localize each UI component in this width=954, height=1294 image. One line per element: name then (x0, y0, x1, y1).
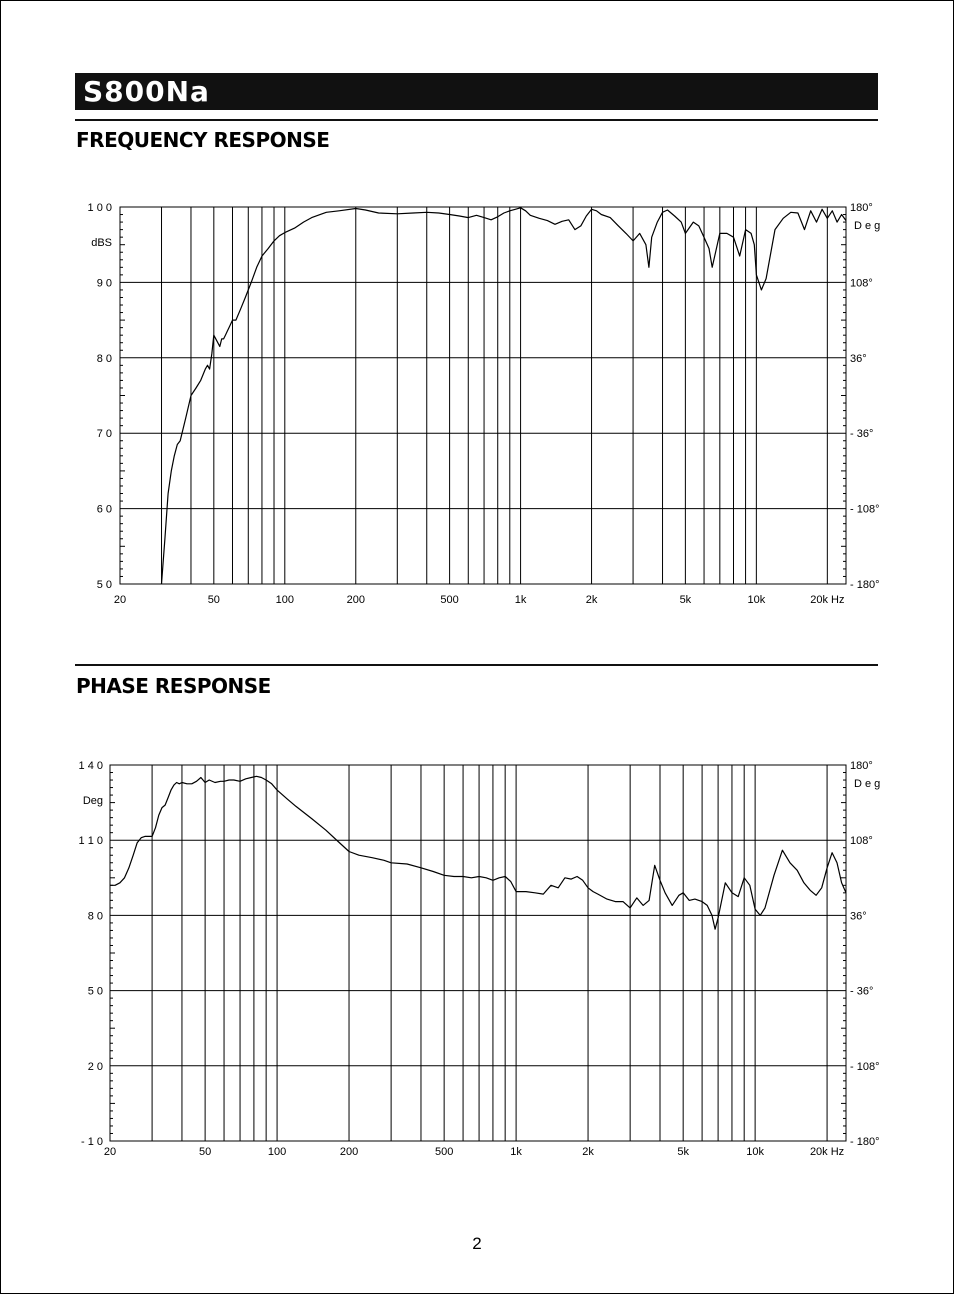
phase-response-curve (110, 776, 846, 929)
model-title: S800Na (83, 75, 210, 108)
right-tick-label: - 108° (850, 503, 880, 516)
right-axis-label: D e g (854, 778, 881, 790)
x-tick-label: 20k Hz (809, 1146, 845, 1158)
plot-border (110, 765, 846, 1141)
x-tick-label: 20 (113, 594, 127, 606)
page-number: 2 (472, 1234, 482, 1253)
x-tick-label: 20 (103, 1146, 117, 1158)
phase-response-chart (0, 748, 954, 1168)
x-tick-label: 20k Hz (810, 594, 845, 606)
y-tick-label: 6 0 (96, 503, 112, 516)
right-tick-label: - 36° (850, 985, 874, 998)
y-axis-label: dBS (91, 237, 112, 249)
y-tick-label: 1 4 0 (78, 760, 103, 772)
right-tick-label: - 108° (850, 1060, 880, 1073)
right-tick-label: 108° (850, 277, 873, 290)
x-tick-label: 500 (440, 594, 459, 606)
x-tick-label: 500 (434, 1146, 454, 1158)
plot-border (120, 207, 846, 584)
right-tick-label: 108° (850, 835, 873, 848)
y-tick-label: 7 0 (96, 428, 112, 441)
right-tick-label: 36° (850, 910, 867, 923)
frequency-response-curve (162, 208, 847, 584)
header-rule (75, 119, 878, 121)
phase-chart-group (79, 760, 881, 1158)
y-tick-label: 8 0 (96, 352, 112, 365)
y-tick-label: 2 0 (87, 1060, 103, 1073)
model-title-bar (75, 73, 878, 110)
x-tick-label: 5k (677, 1146, 689, 1158)
frequency-chart-group (88, 202, 881, 606)
y-tick-label: 9 0 (96, 277, 112, 290)
y-tick-label: 5 0 (96, 579, 112, 591)
x-tick-label: 50 (198, 1146, 212, 1158)
y-tick-label: 8 0 (87, 910, 103, 923)
x-tick-label: 100 (275, 594, 294, 606)
right-tick-label: 180° (850, 760, 873, 772)
phase-response-title: PHASE RESPONSE (76, 674, 271, 698)
x-tick-label: 50 (207, 594, 220, 606)
x-tick-label: 10k (746, 1146, 764, 1158)
x-tick-label: 2k (585, 594, 598, 606)
x-tick-label: 200 (346, 594, 365, 606)
y-tick-label: 5 0 (87, 985, 103, 998)
right-axis-label: D e g (854, 220, 881, 232)
frequency-response-chart (0, 190, 954, 620)
frequency-response-title: FREQUENCY RESPONSE (76, 128, 330, 152)
y-tick-label: 1 0 0 (87, 202, 112, 214)
x-tick-label: 2k (582, 1146, 594, 1158)
y-tick-label: - 1 0 (80, 1136, 103, 1148)
x-tick-label: 5k (679, 594, 692, 606)
section-rule (75, 664, 878, 666)
x-tick-label: 200 (339, 1146, 359, 1158)
x-tick-label: 1k (514, 594, 527, 606)
y-tick-label: 1 1 0 (78, 835, 103, 848)
x-tick-label: 10k (747, 594, 766, 606)
x-tick-label: 1k (510, 1146, 522, 1158)
x-tick-label: 100 (267, 1146, 287, 1158)
right-tick-label: - 180° (850, 1136, 880, 1148)
y-axis-label: Deg (82, 795, 103, 807)
right-tick-label: - 36° (850, 428, 874, 441)
right-tick-label: - 180° (850, 579, 880, 591)
right-tick-label: 36° (850, 352, 867, 365)
right-tick-label: 180° (850, 202, 873, 214)
